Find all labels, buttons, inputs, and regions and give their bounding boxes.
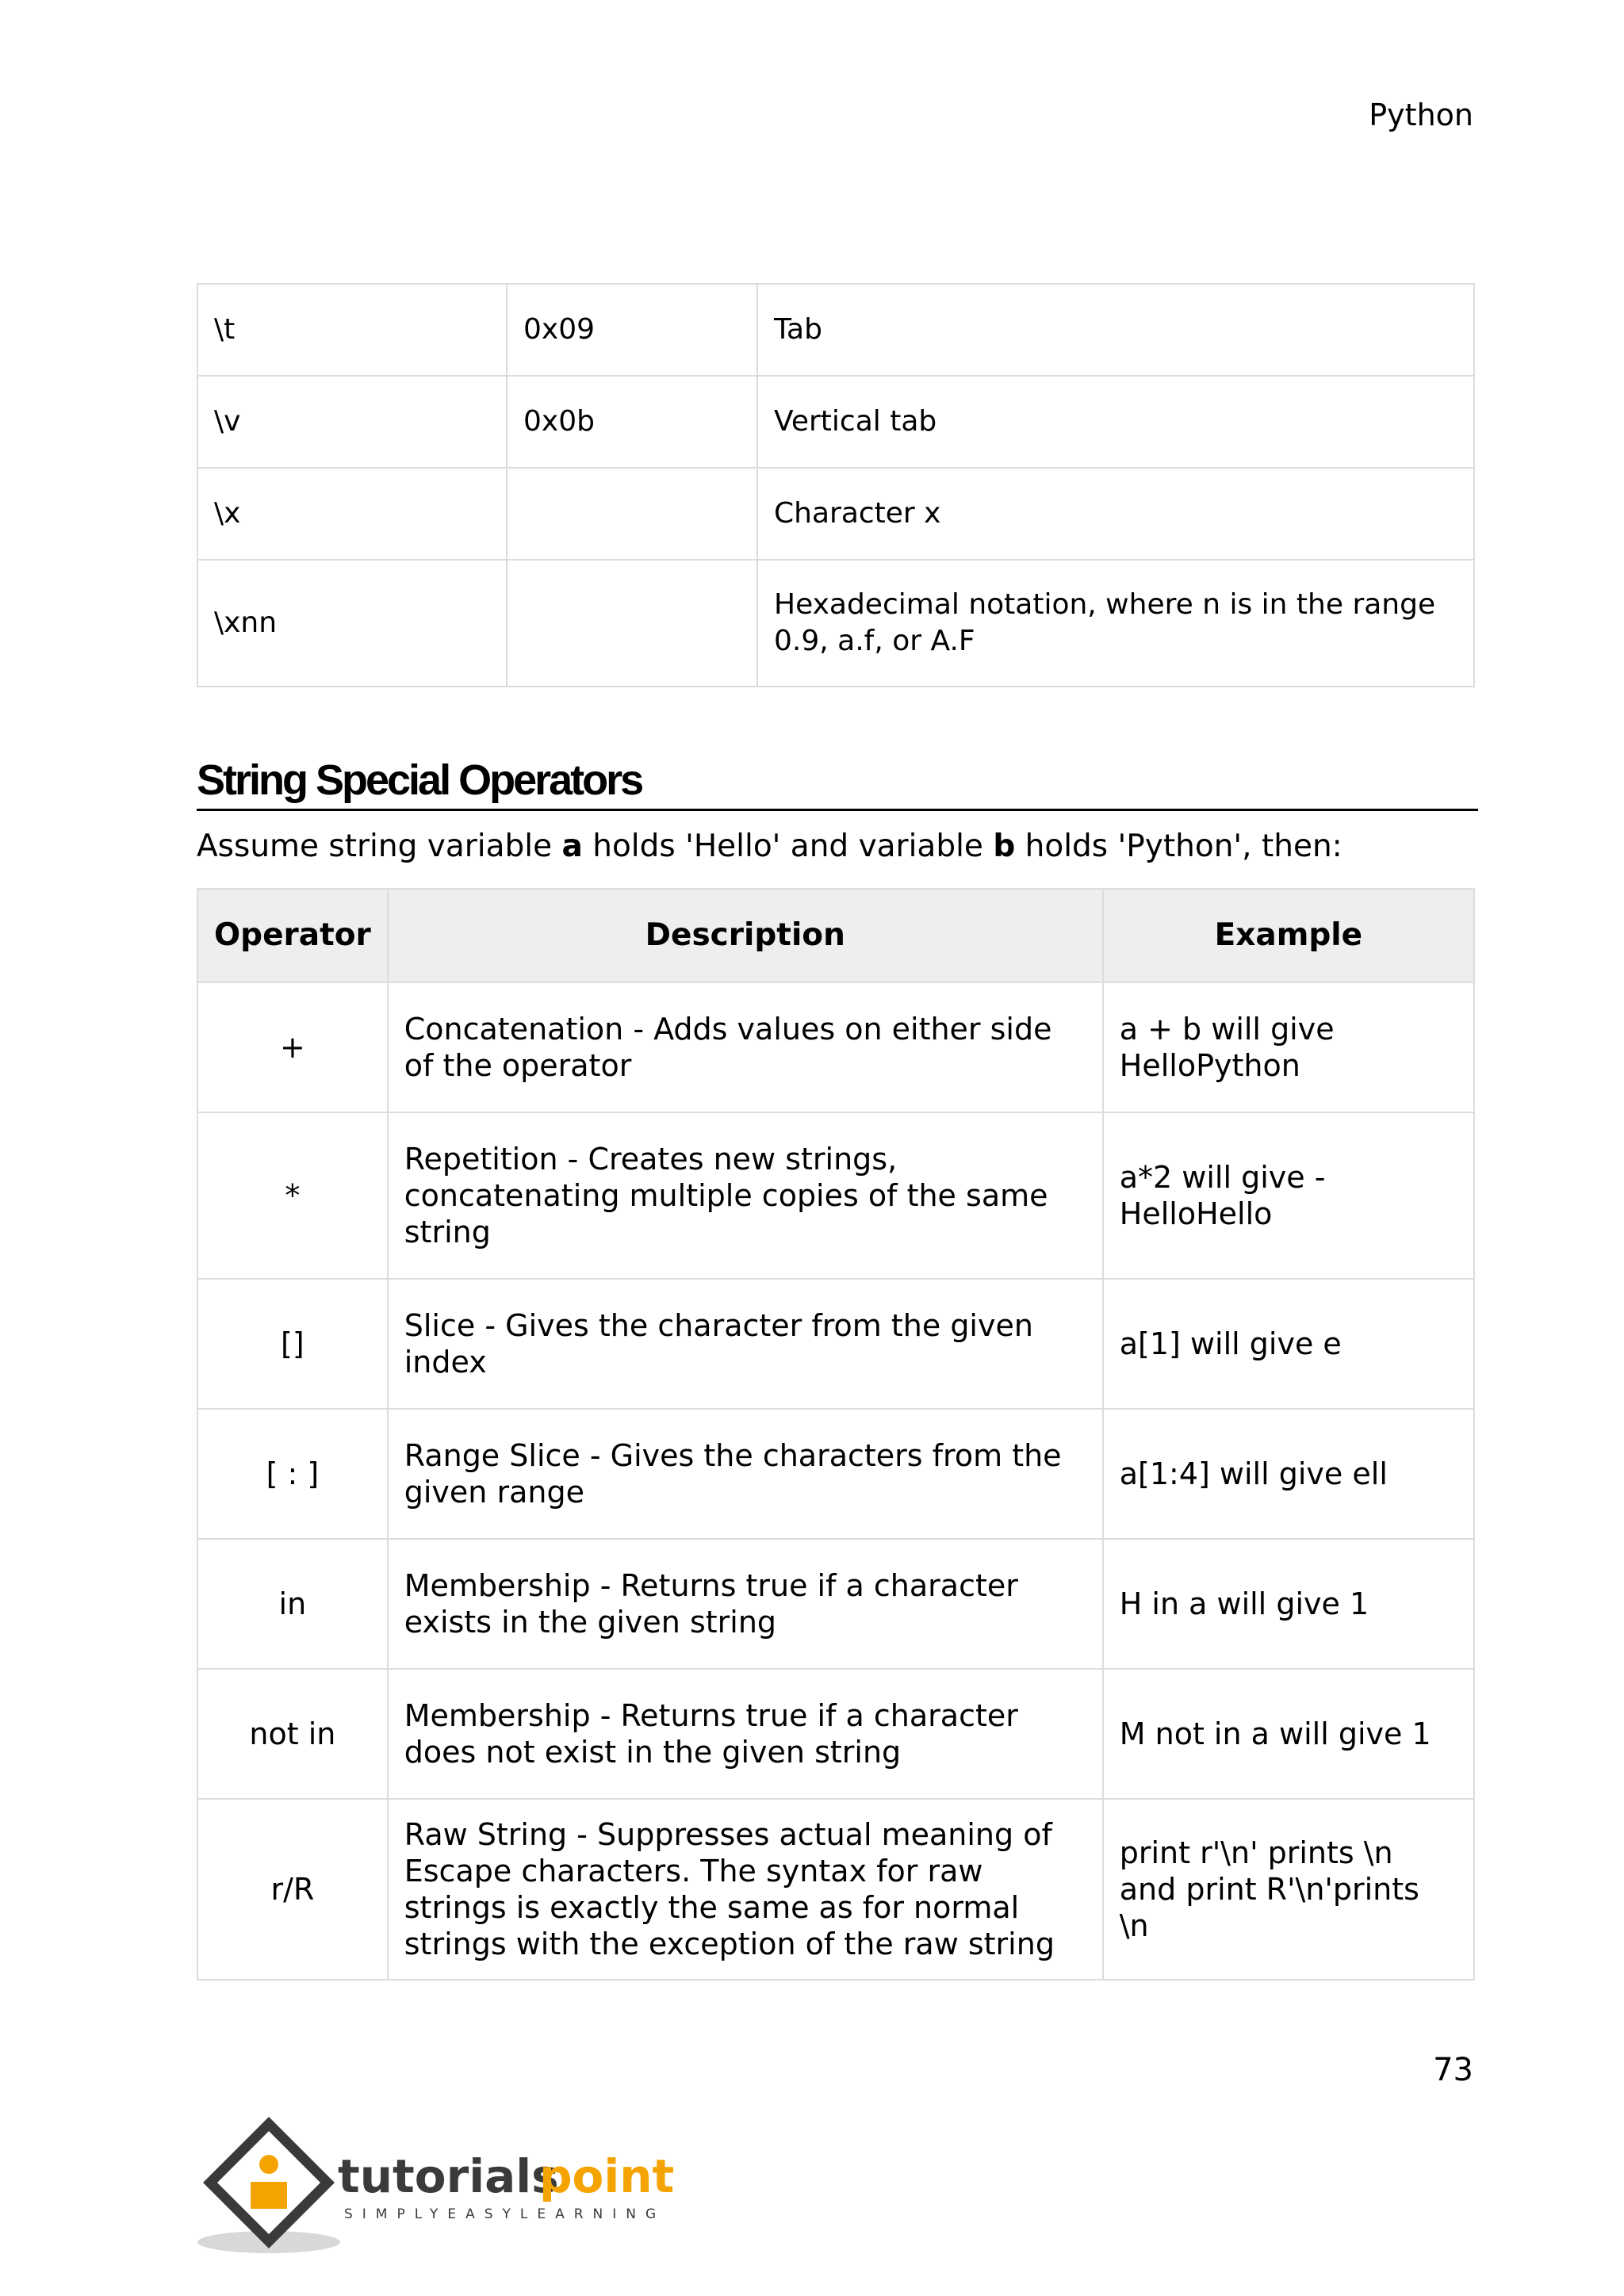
hex-cell: 0x0b [507,376,757,468]
notation-cell: \v [197,376,507,468]
example-cell: a*2 will give -HelloHello [1103,1112,1474,1279]
description-cell: Repetition - Creates new strings, concatenating multiple copies of the same string [388,1112,1103,1279]
table-row [197,982,1474,1112]
description-cell: Slice - Gives the character from the given index [388,1279,1103,1409]
description-cell: Concatenation - Adds values on either side of the operator [388,982,1103,1112]
example-cell: print r'\n' prints \n and print R'\n'prints \n [1103,1799,1474,1980]
page-header-title: Python [1369,98,1473,132]
table-row [197,560,1474,687]
operator-cell: not in [197,1669,388,1799]
example-cell: M not in a will give 1 [1103,1669,1474,1799]
operator-cell: * [197,1112,388,1279]
notation-cell: \t [197,284,507,376]
escape-characters-table [197,283,1475,687]
hex-cell: 0x09 [507,284,757,376]
description-cell: Vertical tab [757,376,1474,468]
operator-column-header: Operator [197,889,388,982]
description-cell: Hexadecimal notation, where n is in the range 0.9, a.f, or A.F [757,560,1474,687]
description-cell: Membership - Returns true if a character does not exist in the given string [388,1669,1103,1799]
example-cell: a[1:4] will give ell [1103,1409,1474,1539]
logo-person-icon [259,2155,278,2174]
table-row [197,468,1474,560]
operator-cell: [] [197,1279,388,1409]
table-row [197,1669,1474,1799]
section-heading: String Special Operators [197,752,1478,811]
hex-cell [507,560,757,687]
operator-cell: [ : ] [197,1409,388,1539]
description-column-header: Description [388,889,1103,982]
logo-tagline: SIMPLYEASYLEARNING [344,2206,666,2222]
example-column-header: Example [1103,889,1474,982]
example-cell: a + b will give HelloPython [1103,982,1474,1112]
table-row [197,376,1474,468]
intro-prefix: Assume string variable [197,828,562,864]
notation-cell: \xnn [197,560,507,687]
intro-middle: holds 'Hello' and variable [582,828,994,864]
table-row [197,1539,1474,1669]
intro-paragraph [197,825,1342,869]
logo-book-icon [251,2182,287,2209]
tutorialspoint-logo [193,2109,685,2260]
table-row [197,1409,1474,1539]
table-row [197,1279,1474,1409]
operator-cell: in [197,1539,388,1669]
description-cell: Character x [757,468,1474,560]
variable-b: b [993,828,1016,864]
variable-a: a [561,828,583,864]
table-row [197,284,1474,376]
string-operators-table [197,888,1475,1980]
operator-cell: + [197,982,388,1112]
table-row [197,1799,1474,1980]
notation-cell: \x [197,468,507,560]
page-number: 73 [1433,2052,1473,2088]
intro-suffix: holds 'Python', then: [1015,828,1342,864]
description-cell: Membership - Returns true if a character exists in the given string [388,1539,1103,1669]
logo-wordmark-tutorials: tutorials [338,2149,559,2203]
description-cell: Raw String - Suppresses actual meaning of Escape characters. The syntax for raw strings is exactly the same as for normal strings with the exception of the raw string [388,1799,1103,1980]
description-cell: Range Slice - Gives the characters from the given range [388,1409,1103,1539]
logo-wordmark-point: point [539,2149,675,2203]
hex-cell [507,468,757,560]
table-row [197,1112,1474,1279]
table-header-row [197,889,1474,982]
example-cell: a[1] will give e [1103,1279,1474,1409]
operator-cell: r/R [197,1799,388,1980]
description-cell: Tab [757,284,1474,376]
example-cell: H in a will give 1 [1103,1539,1474,1669]
